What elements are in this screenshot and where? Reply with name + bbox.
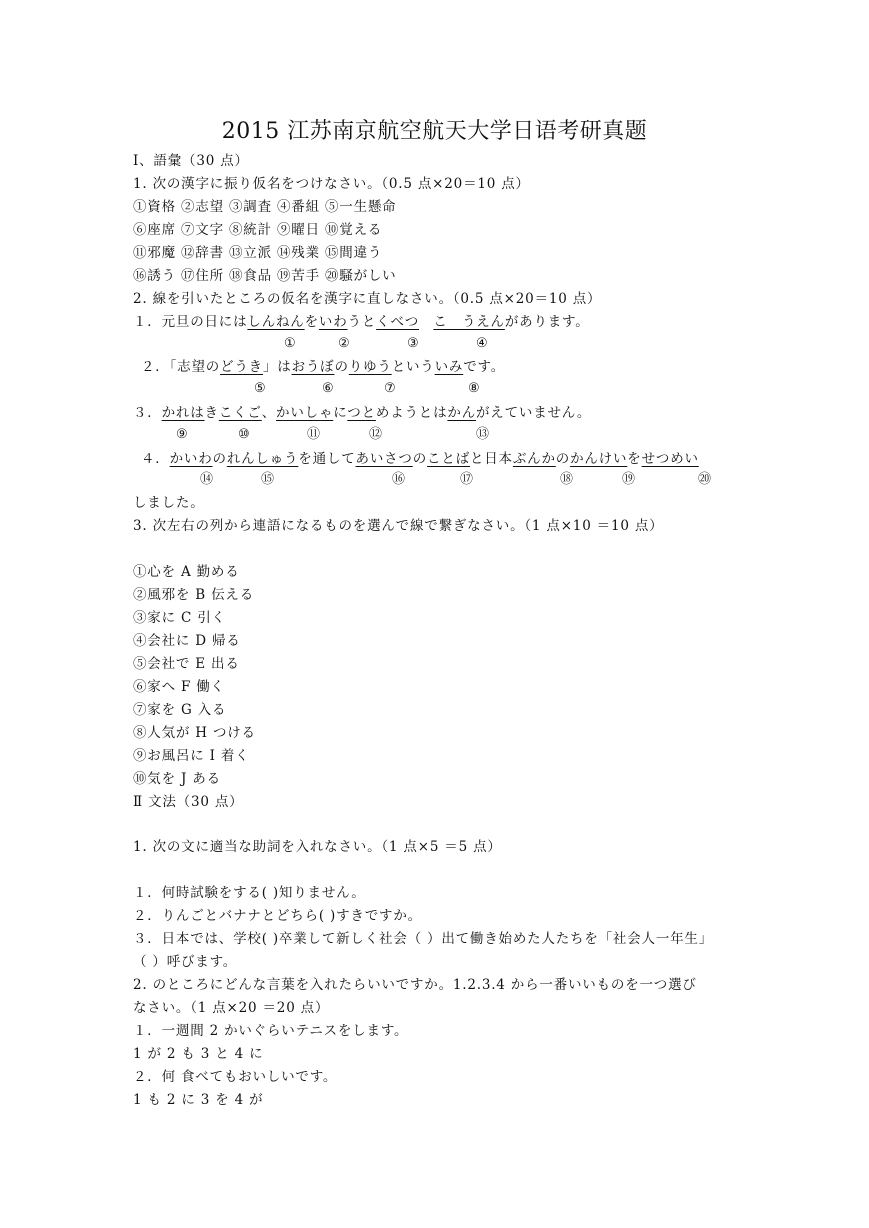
particle-row-3: ３．日本では、学校( )卒業して新しく社会（ ）出て働き始めた人たちを「社会人一年生」 (133, 931, 714, 947)
question-1-2: 2. 線を引いたところの仮名を漢字に直しなさい。（0.5 点×20＝10 点） (133, 291, 602, 307)
sentence-3: ３．かれはきこくご、かいしゃにつとめようとはかんがえていません。 (133, 405, 592, 421)
question-2-2-line-1: 2. のところにどんな言葉を入れたらいいですか。1.2.3.4 から一番いいものを一つ選び (133, 977, 697, 993)
question-2-2-line-2: なさい。（1 点×20 ＝20 点） (133, 1000, 330, 1016)
question-1-1: 1. 次の漢字に振り仮名をつけなさい。（0.5 点×20＝10 点） (133, 176, 530, 192)
blank-number: ⑪ (307, 427, 321, 442)
blank-number: ⑥ (322, 381, 334, 396)
particle-row-1: １．何時試験をする( )知りません。 (133, 885, 366, 901)
section-1-heading: Ⅰ、語彙（30 点） (133, 153, 249, 169)
blank-number: ⑦ (384, 381, 396, 396)
blank-number: ① (284, 336, 296, 351)
collocation-row-5: ⑤会社で E 出る (133, 656, 240, 672)
underlined-word: しんねん (247, 314, 305, 330)
kanji-row-2: ⑥座席 ⑦文字 ⑧統計 ⑨曜日 ⑩覚える (133, 222, 383, 238)
underlined-word: つと (347, 405, 376, 421)
blank-number: ⑬ (476, 427, 490, 442)
underlined-word: おうぼ (291, 359, 335, 375)
underlined-word: どうき (220, 359, 263, 375)
collocation-row-3: ③家に C 引く (133, 610, 226, 626)
particle-row-2: ２．りんごとバナナとどちら( )すきですか。 (133, 908, 422, 924)
underlined-word: かれは (161, 405, 205, 421)
blank-number: ③ (407, 336, 419, 351)
sentence-1: １．元旦の日にはしんねんをいわうとくべつ こ うえんがあります。 (133, 314, 590, 330)
underlined-word: いわ (318, 314, 348, 330)
collocation-row-10: ⑩気を J ある (133, 771, 221, 787)
underlined-word: れんしゅう (226, 451, 299, 467)
blank-number: ⑨ (176, 427, 188, 442)
blank-number: ⑰ (460, 472, 474, 487)
document-title: 2015 江苏南京航空航天大学日语考研真题 (221, 119, 648, 144)
underlined-word: こ うえん (433, 314, 505, 330)
underlined-word: こくご (218, 405, 262, 421)
collocation-row-2: ②風邪を B 伝える (133, 587, 255, 603)
blank-number: ⑧ (468, 381, 480, 396)
section-2-heading: Ⅱ 文法（30 点） (133, 794, 244, 810)
blank-number: ⑮ (261, 472, 275, 487)
blank-number: ⑯ (392, 472, 406, 487)
kanji-row-4: ⑯誘う ⑰住所 ⑱食品 ⑲苦手 ⑳騒がしい (133, 268, 397, 284)
collocation-row-6: ⑥家へ F 働く (133, 679, 225, 695)
blank-number: ⑫ (369, 427, 383, 442)
underlined-word: りゆう (348, 359, 392, 375)
blank-number: ④ (476, 336, 488, 351)
collocation-row-8: ⑧人気が H つける (133, 725, 256, 741)
question-2-1: 1. 次の文に適当な助詞を入れなさい。（1 点×5 ＝5 点） (133, 839, 502, 855)
blank-number: ⑲ (622, 472, 636, 487)
choice-row-3: ２．何 食べてもおいしいです。 (133, 1069, 338, 1085)
underlined-word: かんけい (570, 451, 628, 467)
choice-row-2: 1 が 2 も 3 と 4 に (133, 1046, 264, 1062)
underlined-word: せつめい (641, 451, 699, 467)
collocation-row-7: ⑦家を G 入る (133, 702, 227, 718)
underlined-word: ことば (427, 451, 470, 467)
blank-number: ⑱ (560, 472, 574, 487)
choice-row-4: 1 も 2 に 3 を 4 が (133, 1092, 264, 1108)
collocation-row-4: ④会社に D 帰る (133, 633, 241, 649)
sentence-2: ２．「志望のどうき」はおうぼのりゆうといういみです。 (141, 359, 506, 375)
underlined-word: かいしゃ (276, 405, 334, 421)
sentence-4-end: しました。 (133, 495, 205, 511)
underlined-word: ぶんか (512, 451, 556, 467)
kanji-row-3: ⑪邪魔 ⑫辞書 ⑬立派 ⑭残業 ⑮間違う (133, 245, 383, 261)
collocation-row-1: ①心を A 勤める (133, 564, 240, 580)
sentence-4: ４．かいわのれんしゅうを通してあいさつのことばと日本ぶんかのかんけいをせつめい (141, 451, 699, 467)
collocation-row-9: ⑨お風呂に I 着く (133, 748, 250, 764)
blank-number: ⑤ (254, 381, 266, 396)
blank-number: ⑳ (698, 472, 712, 487)
blank-number: ② (338, 336, 350, 351)
choice-row-1: １．一週間 2 かいぐらいテニスをします。 (133, 1023, 409, 1039)
underlined-word: かいわ (169, 451, 213, 467)
underlined-word: いみ (434, 359, 464, 375)
underlined-word: あいさつ (355, 451, 413, 467)
particle-row-4: （ ）呼びます。 (133, 954, 238, 970)
blank-number: ⑩ (238, 427, 250, 442)
kanji-row-1: ①資格 ②志望 ③調査 ④番組 ⑤一生懸命 (133, 199, 397, 215)
underlined-word: くべつ (376, 314, 420, 330)
question-1-3: 3. 次左右の列から連語になるものを選んで線で繋ぎなさい。（1 点×10 ＝10 点） (133, 518, 664, 534)
blank-number: ⑭ (200, 472, 214, 487)
underlined-word: かん (447, 405, 476, 421)
